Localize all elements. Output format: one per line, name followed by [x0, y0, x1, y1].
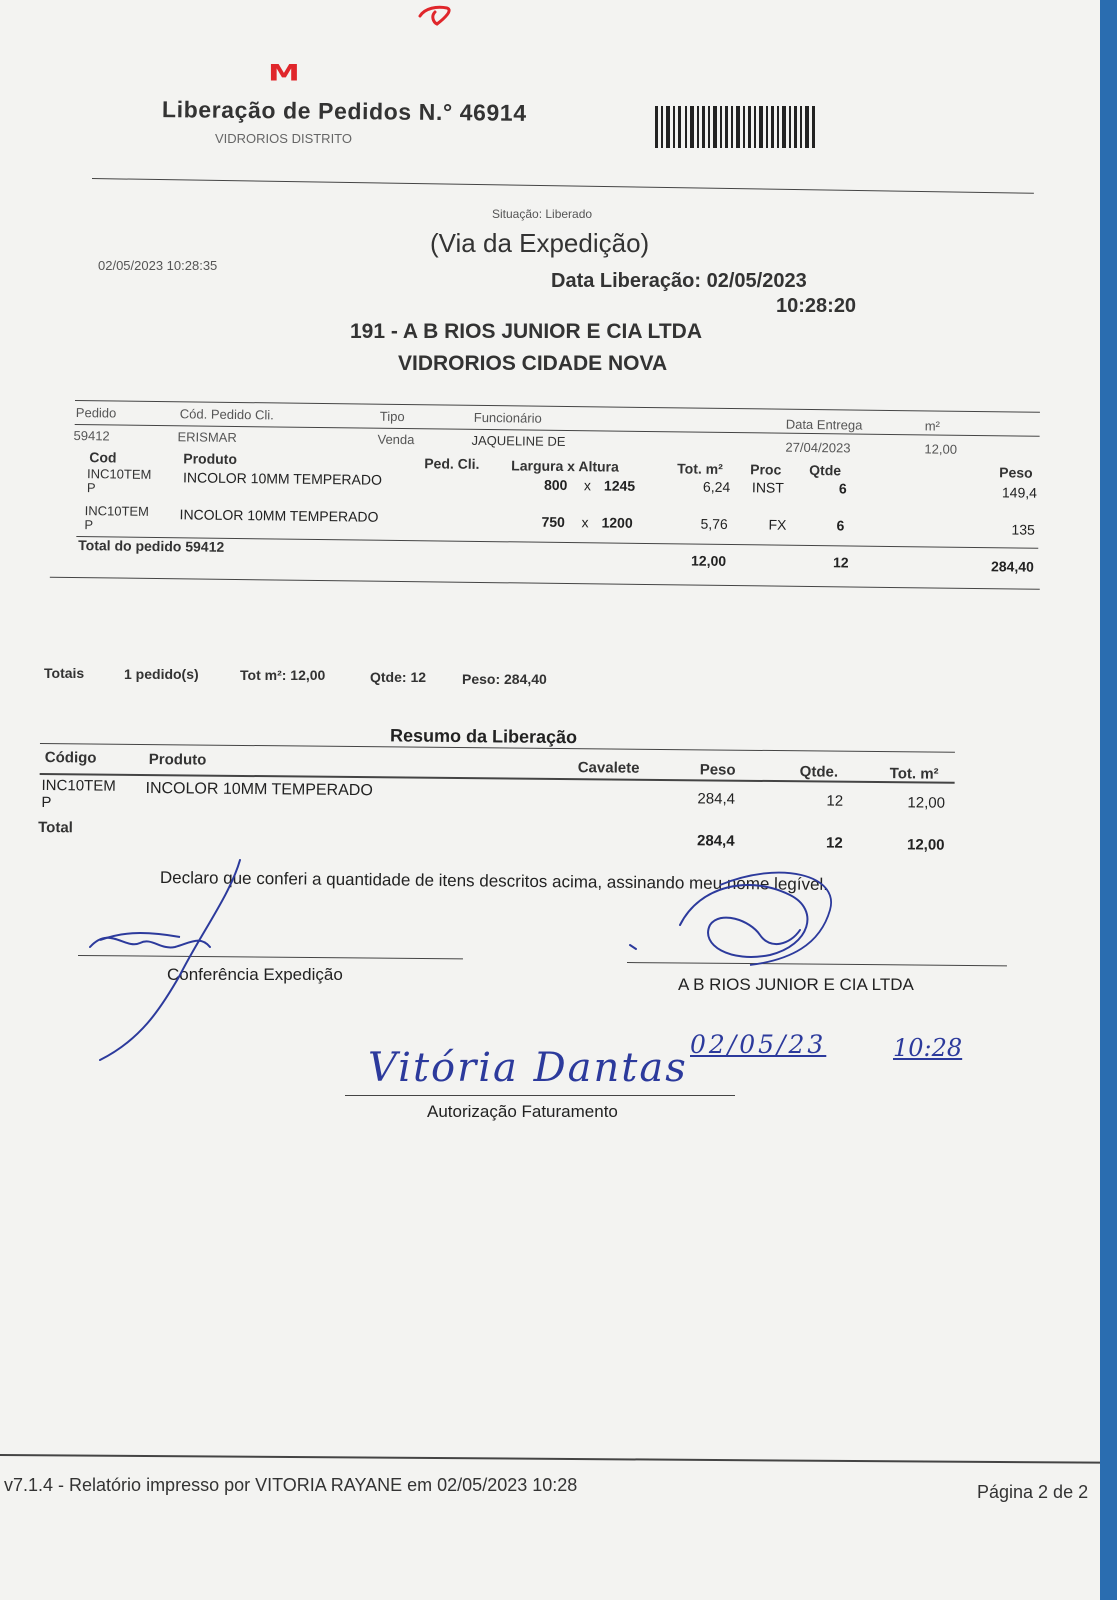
footer-rule	[0, 1454, 1100, 1464]
item-1-cod: INC10TEM	[87, 466, 152, 482]
val-funcionario: JAQUELINE DE	[471, 432, 566, 449]
item-2-peso: 135	[1011, 521, 1035, 538]
resumo-title: Resumo da Liberação	[389, 725, 578, 748]
totais-qtde: Qtde: 12	[370, 669, 427, 685]
col-m2: m²	[924, 418, 941, 434]
signature-conferencia-scribble	[80, 855, 280, 1065]
resumo-col-peso: Peso	[699, 761, 736, 779]
resumo-col-tot-m2: Tot. m²	[889, 765, 939, 783]
totais-peso: Peso: 284,40	[462, 671, 547, 687]
item-col-cod: Cod	[89, 449, 117, 466]
loja-name: VIDRORIOS CIDADE NOVA	[398, 352, 668, 375]
col-data-entrega: Data Entrega	[785, 416, 863, 433]
val-data-entrega: 27/04/2023	[785, 439, 851, 456]
declaration-text: Declaro que conferi a quantidade de itens descritos acima, assinando meu nome legível.	[159, 868, 829, 894]
item-1-x: x	[583, 477, 592, 494]
resumo-row-peso: 284,4	[697, 790, 736, 808]
item-2-cod-suffix: P	[84, 517, 94, 533]
val-m2: 12,00	[924, 441, 958, 457]
item-col-produto: Produto	[183, 450, 238, 467]
footer-page-number: Página 2 de 2	[977, 1482, 1089, 1502]
item-2-qtde: 6	[836, 517, 845, 534]
resumo-row-qtde: 12	[826, 792, 844, 810]
item-col-largura-altura: Largura x Altura	[511, 457, 619, 475]
company-name: VIDRORIOS DISTRITO	[215, 131, 352, 146]
resumo-total-label: Total	[38, 818, 73, 837]
item-1-altura: 1245	[603, 477, 636, 494]
resumo-col-codigo: Código	[44, 749, 97, 767]
signature-label-conferencia: Conferência Expedição	[167, 965, 343, 984]
resumo-col-produto: Produto	[148, 751, 207, 769]
signature-autorizacao: Vitória Dantas	[368, 1045, 688, 1091]
resumo-col-qtde: Qtde.	[799, 763, 839, 781]
totais-pedidos: 1 pedido(s)	[124, 666, 199, 682]
item-2-produto: INCOLOR 10MM TEMPERADO	[179, 506, 379, 525]
val-tipo: Venda	[377, 431, 415, 448]
col-tipo: Tipo	[379, 408, 405, 425]
resumo-total-tot-m2: 12,00	[906, 836, 945, 854]
col-pedido: Pedido	[75, 405, 117, 421]
item-2-tot-m2: 5,76	[700, 515, 728, 532]
item-1-largura: 800	[543, 476, 568, 494]
signature-label-autorizacao: Autorização Faturamento	[427, 1102, 618, 1121]
report-title: Liberação de Pedidos N.° 46914	[161, 96, 527, 126]
via-label: (Via da Expedição)	[430, 228, 650, 258]
item-1-peso: 149,4	[1001, 484, 1038, 501]
item-2-altura: 1200	[601, 514, 633, 531]
resumo-col-cavalete: Cavalete	[577, 759, 640, 777]
signature-cliente-scribble	[620, 865, 850, 975]
resumo-row-codigo-suffix: P	[41, 794, 52, 812]
item-col-proc: Proc	[750, 461, 782, 478]
item-col-peso: Peso	[999, 464, 1033, 481]
resumo-total-qtde: 12	[825, 834, 843, 852]
item-2-x: x	[581, 514, 589, 531]
resumo-total-peso: 284,4	[696, 832, 735, 850]
item-1-produto: INCOLOR 10MM TEMPERADO	[182, 469, 383, 488]
hora-liberacao: 10:28:20	[776, 295, 857, 317]
item-col-ped-cli: Ped. Cli.	[424, 455, 480, 472]
situacao-label: Situação: Liberado	[492, 207, 593, 221]
item-col-tot-m2: Tot. m²	[677, 460, 723, 477]
signature-label-cliente: A B RIOS JUNIOR E CIA LTDA	[678, 975, 914, 994]
item-2-cod: INC10TEM	[84, 503, 150, 519]
cliente-name: 191 - A B RIOS JUNIOR E CIA LTDA	[350, 320, 702, 343]
order-total-label: Total do pedido 59412	[78, 537, 225, 555]
order-total-qtde: 12	[832, 554, 849, 571]
item-2-largura: 750	[541, 513, 566, 530]
footer-printed-by: v7.1.4 - Relatório impresso por VITORIA RAYANE em 02/05/2023 10:28	[4, 1475, 578, 1495]
handwritten-date: 02/05/23	[690, 1030, 827, 1059]
item-2-proc: FX	[768, 516, 787, 533]
resumo-row-tot-m2: 12,00	[907, 794, 946, 812]
totais-tot-m2: Tot m²: 12,00	[240, 667, 326, 683]
data-liberacao: Data Liberação: 02/05/2023	[551, 270, 807, 292]
item-col-qtde: Qtde	[809, 461, 842, 479]
order-total-peso: 284,40	[990, 558, 1034, 575]
printed-timestamp: 02/05/2023 10:28:35	[98, 258, 218, 273]
val-pedido: 59412	[73, 427, 110, 444]
resumo-row-codigo: INC10TEM	[41, 777, 116, 795]
col-funcionario: Funcionário	[473, 409, 542, 426]
val-cod-pedido-cli: ERISMAR	[177, 429, 237, 445]
totais-label: Totais	[44, 665, 85, 681]
col-cod-pedido-cli: Cód. Pedido Cli.	[179, 406, 274, 423]
signature-line-autorizacao	[345, 1095, 735, 1096]
item-1-proc: INST	[751, 479, 784, 496]
item-1-cod-suffix: P	[86, 480, 96, 496]
item-1-tot-m2: 6,24	[702, 478, 731, 496]
resumo-row-produto: INCOLOR 10MM TEMPERADO	[145, 780, 373, 800]
item-1-qtde: 6	[838, 480, 847, 497]
handwritten-m-mark: M	[268, 59, 300, 87]
order-total-m2: 12,00	[690, 552, 727, 569]
handwritten-time: 10:28	[893, 1034, 963, 1062]
